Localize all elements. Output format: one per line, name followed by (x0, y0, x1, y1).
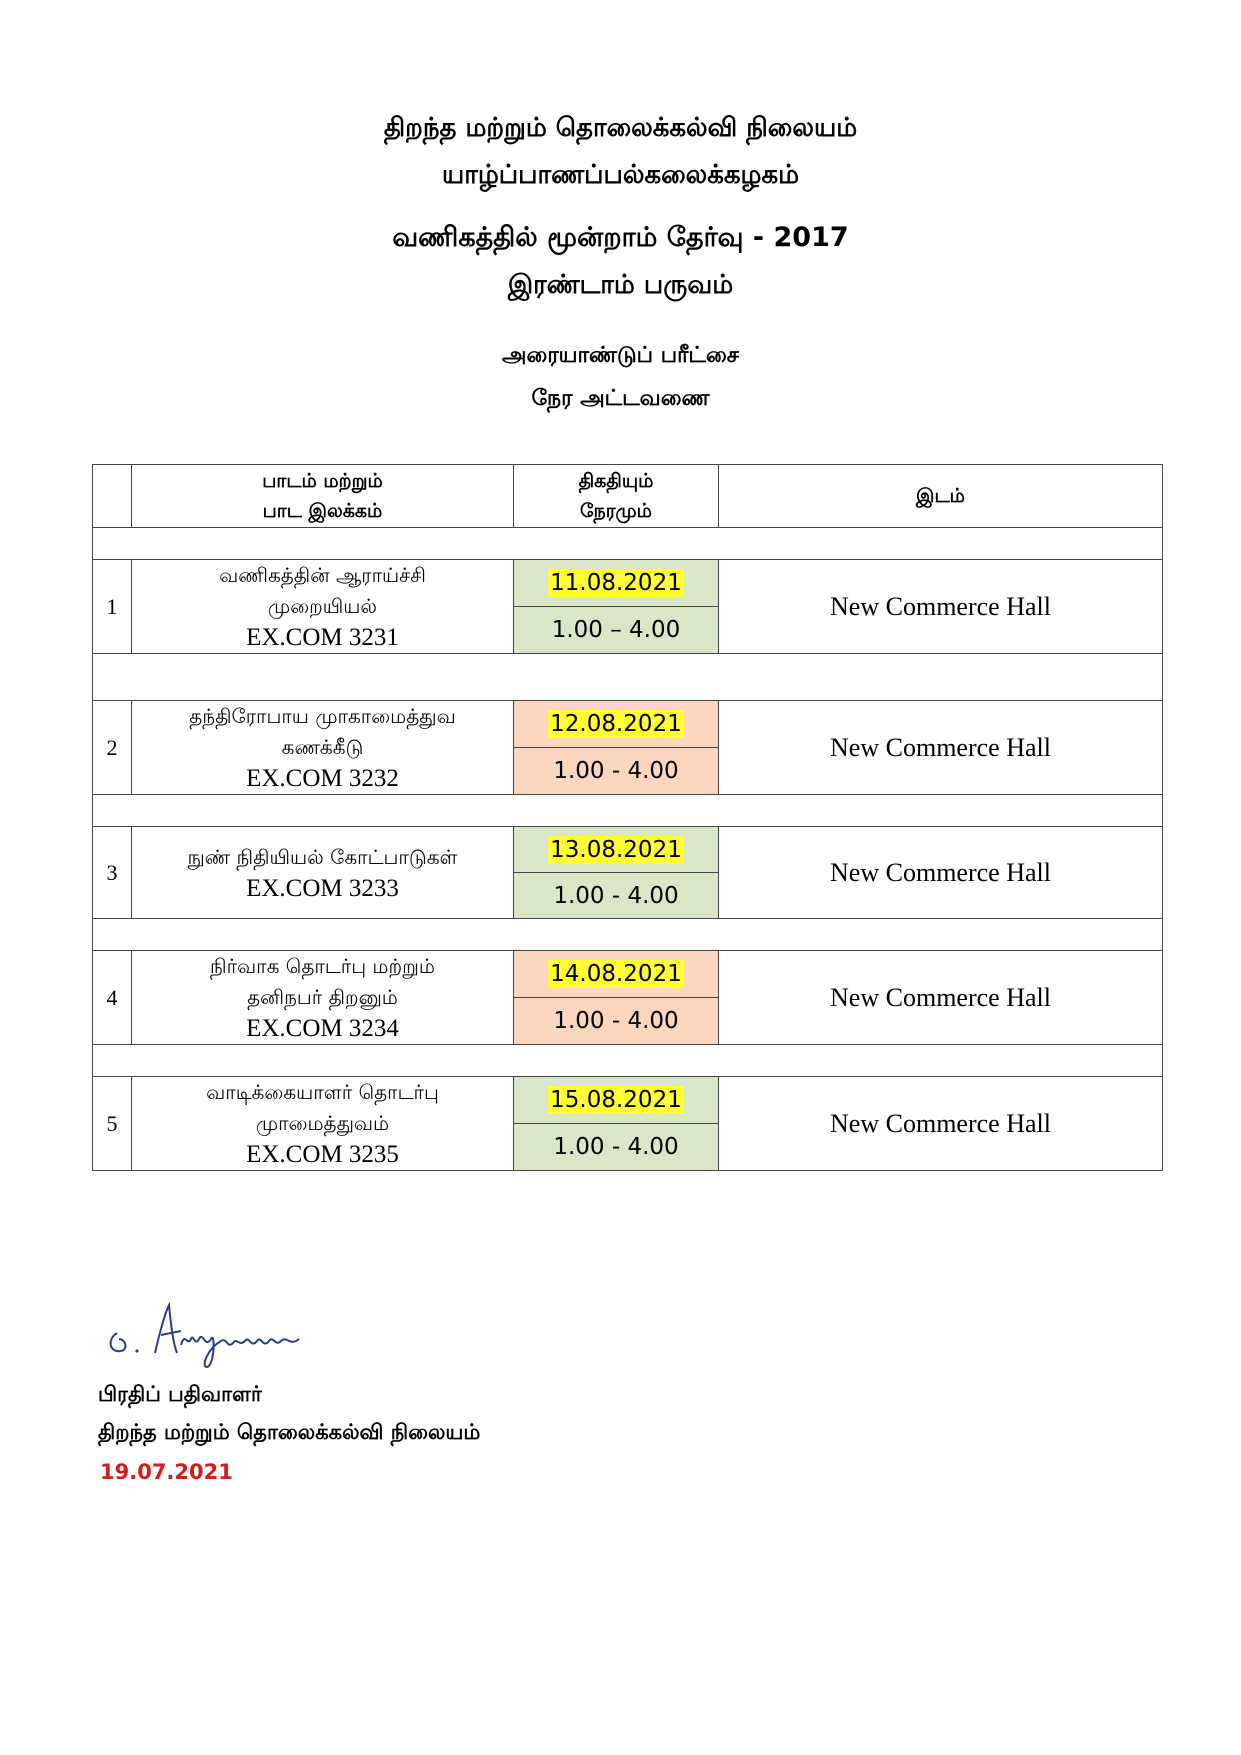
institute-title: திறந்த மற்றும் தொலைக்கல்வி நிலையம் (383, 113, 858, 143)
spacer-row (93, 919, 1163, 951)
header-subject-line1: பாடம் மற்றும் (262, 470, 383, 492)
subject-name-line2: முறையியல் (267, 594, 378, 618)
header-subject-line2: பாட இலக்கம் (262, 500, 383, 522)
signature-date: 19.07.2021 (100, 1460, 233, 1484)
date-cell (514, 560, 719, 607)
header-venue: இடம் (719, 465, 1163, 528)
subject-cell (132, 1077, 514, 1171)
table-row (93, 951, 1163, 998)
header-datetime (514, 465, 719, 528)
exam-date: 11.08.2021 (550, 570, 682, 596)
subject-name-line1: நுண் நிதியியல் கோட்பாடுகள் (187, 844, 458, 869)
subject-cell (132, 827, 514, 919)
exam-date: 15.08.2021 (550, 1087, 682, 1113)
exam-time: 1.00 - 4.00 (514, 873, 719, 919)
venue-cell: New Commerce Hall (719, 701, 1163, 795)
venue-cell: New Commerce Hall (719, 560, 1163, 654)
spacer-row (93, 528, 1163, 560)
table-header-row (93, 465, 1163, 528)
signatory-organization: திறந்த மற்றும் தொலைக்கல்வி நிலையம் (98, 1420, 481, 1444)
exam-schedule-table (92, 464, 1163, 1171)
university-name: யாழ்ப்பாணப்பல்கலைக்கழகம் (442, 160, 799, 190)
exam-type: அரையாண்டுப் பரீட்சை (502, 343, 739, 368)
date-cell (514, 951, 719, 998)
exam-time: 1.00 – 4.00 (514, 607, 719, 654)
handwritten-signature (103, 1295, 343, 1375)
subject-code: EX.COM 3235 (246, 1141, 399, 1168)
signatory-title: பிரதிப் பதிவாளர் (98, 1382, 262, 1406)
row-number: 1 (93, 560, 132, 654)
date-cell (514, 1077, 719, 1124)
subject-name-line2: முாமைத்துவம் (255, 1111, 390, 1135)
subject-name-line1: வாடிக்கையாளர் தொடர்பு (206, 1080, 439, 1104)
row-number: 2 (93, 701, 132, 795)
venue-cell: New Commerce Hall (719, 827, 1163, 919)
date-cell (514, 701, 719, 748)
spacer-row (93, 795, 1163, 827)
semester-title: இரண்டாம் பருவம் (507, 270, 734, 300)
row-number: 3 (93, 827, 132, 919)
exam-date: 12.08.2021 (550, 711, 682, 737)
row-number: 4 (93, 951, 132, 1045)
table-row (93, 827, 1163, 873)
header-datetime-line2: நேரமும் (580, 500, 652, 522)
table-row (93, 560, 1163, 607)
header-number (93, 465, 132, 528)
subject-code: EX.COM 3233 (246, 874, 399, 902)
subject-cell (132, 560, 514, 654)
subject-code: EX.COM 3231 (246, 624, 399, 651)
exam-title: வணிகத்தில் மூன்றாம் தேர்வு - 2017 (392, 222, 849, 253)
exam-date: 14.08.2021 (550, 961, 682, 987)
header-subject (132, 465, 514, 528)
venue-cell: New Commerce Hall (719, 1077, 1163, 1171)
exam-time: 1.00 - 4.00 (514, 998, 719, 1045)
spacer-row (93, 1045, 1163, 1077)
subject-code: EX.COM 3234 (246, 1015, 399, 1042)
subject-name-line1: தந்திரோபாய முாகாமைத்துவ (189, 704, 456, 728)
subject-name-line2: தனிநபர் திறனும் (247, 985, 398, 1009)
row-number: 5 (93, 1077, 132, 1171)
spacer-row (93, 654, 1163, 701)
subject-name-line2: கணக்கீடு (281, 735, 364, 759)
date-cell (514, 827, 719, 873)
header-datetime-line1: திகதியும் (578, 470, 654, 492)
exam-time: 1.00 - 4.00 (514, 1124, 719, 1171)
subject-cell (132, 701, 514, 795)
subject-cell (132, 951, 514, 1045)
exam-date: 13.08.2021 (550, 836, 682, 863)
exam-time: 1.00 - 4.00 (514, 748, 719, 795)
table-row (93, 701, 1163, 748)
venue-cell: New Commerce Hall (719, 951, 1163, 1045)
subject-name-line1: நிர்வாக தொடர்பு மற்றும் (210, 954, 435, 978)
table-row (93, 1077, 1163, 1124)
subject-name-line1: வணிகத்தின் ஆராய்ச்சி (219, 563, 426, 587)
timetable-title: நேர அட்டவணை (531, 386, 710, 411)
subject-code: EX.COM 3232 (246, 765, 399, 792)
